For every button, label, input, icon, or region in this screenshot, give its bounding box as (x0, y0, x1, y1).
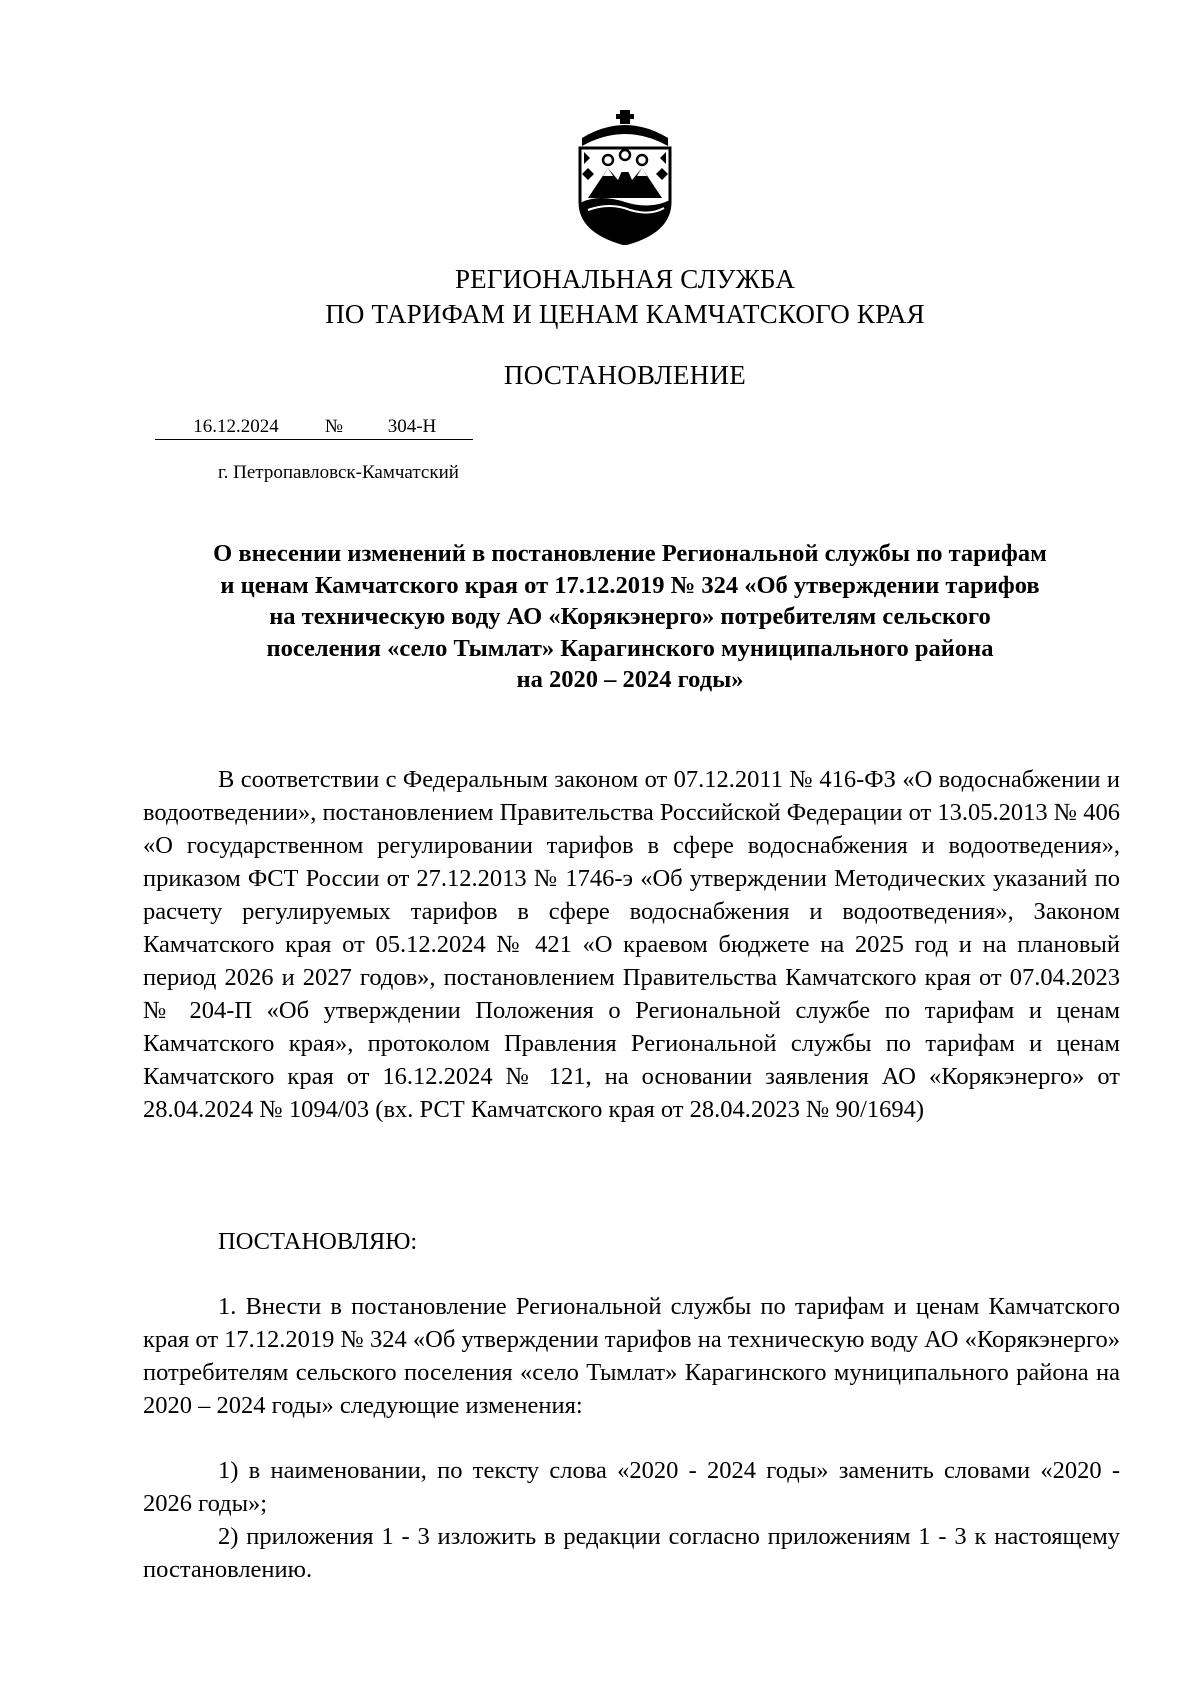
org-name-line2: ПО ТАРИФАМ И ЦЕНАМ КАМЧАТСКОГО КРАЯ (325, 299, 925, 329)
title-line: на 2020 – 2024 годы» (516, 666, 744, 693)
decree-word: ПОСТАНОВЛЯЮ: (218, 1228, 418, 1255)
document-date: 16.12.2024 (155, 415, 317, 440)
preamble-paragraph: В соответствии с Федеральным законом от 07.12.2011 № 416-ФЗ «О водоснабжении и водоотведении», постановлением Правительства Российской Федерации от 13.05.2013 № 406 «О государственном регулировании тарифов в сфере водоснабжения и водоотведения», приказом ФСТ России от 27.12.2013 № 1746-э «Об утверждении Методических указаний по расчету регулируемых тарифов в сфере водоснабжения и водоотведения», Законом Камчатского края от 05.12.2024 № 421 «О краевом бюджете на 2025 год и на плановый период 2026 и 2027 годов», постановлением Правительства Камчатского края от 07.04.2023 № 204-П «Об утверждении Положения о Региональной службе по тарифам и ценам Камчатского края», протоколом Правления Региональной службы по тарифам и ценам Камчатского края от 16.12.2024 № 121, на основании заявления АО «Корякэнерго» от 28.04.2024 № 1094/03 (вх. РСТ Камчатского края от 28.04.2023 № 90/1694) (143, 766, 1120, 1123)
title-line: поселения «село Тымлат» Карагинского муниципального района (266, 634, 994, 662)
org-name-line1: РЕГИОНАЛЬНАЯ СЛУЖБА (454, 264, 796, 294)
document-number: 304-Н (351, 415, 473, 440)
item-1-paragraph: 1. Внести в постановление Региональной службы по тарифам и ценам Камчатского края от 17.12.2019 № 324 «Об утверждении тарифов на техническую воду АО «Корякэнерго» потребителям сельского поселения «село Тымлат» Карагинского муниципального района на 2020 – 2024 годы» следующие изменения: (143, 1293, 1120, 1419)
title-line: на техническую воду АО «Корякэнерго» потребителям сельского (269, 603, 991, 630)
subitem-2-paragraph: 2) приложения 1 - 3 изложить в редакции согласно приложениям 1 - 3 к настоящему постановлению. (143, 1523, 1120, 1583)
title-line: О внесении изменений в постановление Региональной службы по тарифам (213, 540, 1047, 567)
document-type: ПОСТАНОВЛЕНИЕ (503, 360, 747, 390)
subitem-1-paragraph: 1) в наименовании, по тексту слова «2020 - 2024 годы» заменить словами «2020 - 2026 годы»; (143, 1457, 1120, 1517)
document-title (140, 538, 1120, 696)
title-line: и ценам Камчатского края от 17.12.2019 № 324 «Об утверждении тарифов (220, 571, 1040, 599)
city-name: г. Петропавловск-Камчатский (218, 462, 459, 483)
number-sign: № (317, 415, 351, 440)
coat-of-arms-kamchatka-icon (570, 110, 680, 245)
registration-line (155, 415, 473, 440)
